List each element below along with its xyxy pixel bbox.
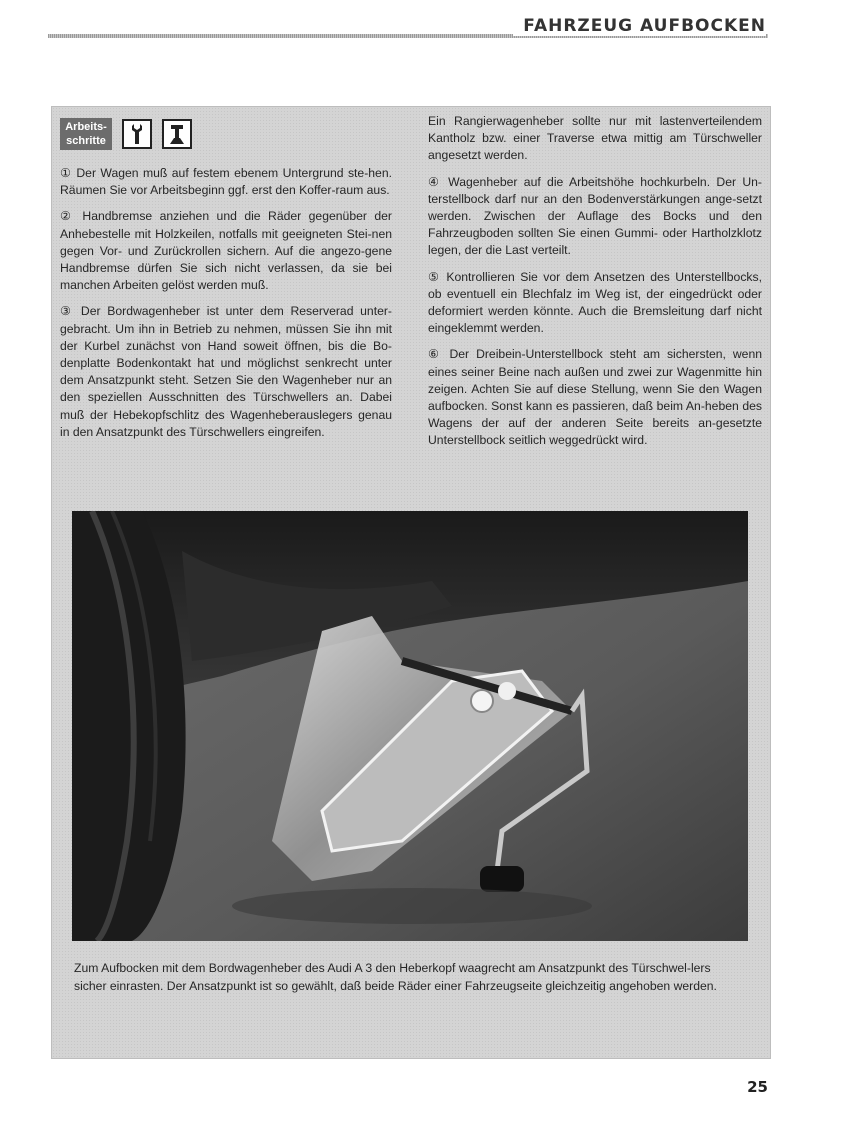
content-panel: [51, 106, 771, 1059]
page-number: 25: [747, 1078, 768, 1096]
step-1-text: ① Der Wagen muß auf festem ebenem Untergrund ste-hen. Räumen Sie vor Arbeitsbeginn ggf. erst den Koffer-raum aus.: [60, 166, 392, 198]
jack-stand-icon: [162, 119, 192, 149]
work-steps-label: [60, 118, 112, 150]
step-2-text: ② Handbremse anziehen und die Räder gegenüber der Anhebestelle mit Holzkeilen, notfalls mit geeigneten Stei-nen gegen Vor- und Zurückrollen sichern. Auf die angezo-gene Handbremse dürfen Sie sich nicht verlassen, da sie bei manchen Arbeiten gelöst werden muß.: [60, 209, 392, 293]
work-steps-badges: [60, 117, 392, 151]
left-column: [60, 117, 392, 450]
section-title: FAHRZEUG AUFBOCKEN: [513, 16, 766, 36]
right-column: [428, 113, 762, 459]
jack-photo-illustration: [72, 511, 748, 941]
trolley-jack-note: Ein Rangierwagenheber sollte nur mit lastenverteilendem Kantholz bzw. einer Traverse etwa mittig am Türschweller angesetzt werden.: [428, 114, 762, 163]
photo-caption: Zum Aufbocken mit dem Bordwagenheber des Audi A 3 den Heberkopf waagrecht am Ansatzpunkt des Türschwel-lers sicher einrasten. Der Ansatzpunkt ist so gewählt, daß beide Räder einer Fahrzeugseite gleichzeitig angehoben werden.: [74, 961, 717, 993]
jack-photo: [72, 511, 748, 941]
step-3-text: ③ Der Bordwagenheber ist unter dem Reserverad unter-gebracht. Um ihn in Betrieb zu nehmen, müssen Sie ihn mit der Kurbel zunächst von Hand soweit öffnen, bis die Bo-denplatte Bodenkontakt hat und möglichst senkrecht unter dem Ansatzpunkt steht. Setzen Sie den Wagenheber nur an den speziellen Ausschnitten des Türschwellers an. Dabei muß der Hebekopfschlitz des Wagenheberauslegers genau in den Ansatzpunkt des Türschwellers eingreifen.: [60, 304, 392, 439]
work-steps-label-line1: Arbeits-: [65, 121, 107, 133]
step-4-text: ④ Wagenheber auf die Arbeitshöhe hochkurbeln. Der Un-terstellbock darf nur an den Bodenverstärkungen ange-setzt werden. Zwischen der Auflage des Bocks und den Fahrzeugboden sollten Sie einen Gummi- oder Hartholzklotz legen, der die Last verteilt.: [428, 174, 762, 258]
step-5-text: ⑤ Kontrollieren Sie vor dem Ansetzen des Unterstellbocks, ob eventuell ein Blechfalz im Weg ist, der eingedrückt oder deformiert werden könnte. Auch die Bremsleitung darf nicht eingeklemmt werden.: [428, 269, 762, 336]
wrench-icon: [122, 119, 152, 149]
step-6-text: ⑥ Der Dreibein-Unterstellbock steht am sichersten, wenn eines seiner Beine nach außen und zwei zur Wagenmitte hin zeigen. Achten Sie auf diese Stellung, wenn Sie den Wagen aufbocken. Sonst kann es passieren, daß beim An-heben des Wagens der auf der anderen Seite bereits an-gesetzte Unterstellbock seitlich weggedrückt wird.: [428, 347, 762, 448]
work-steps-label-line2: schritte: [66, 135, 106, 147]
